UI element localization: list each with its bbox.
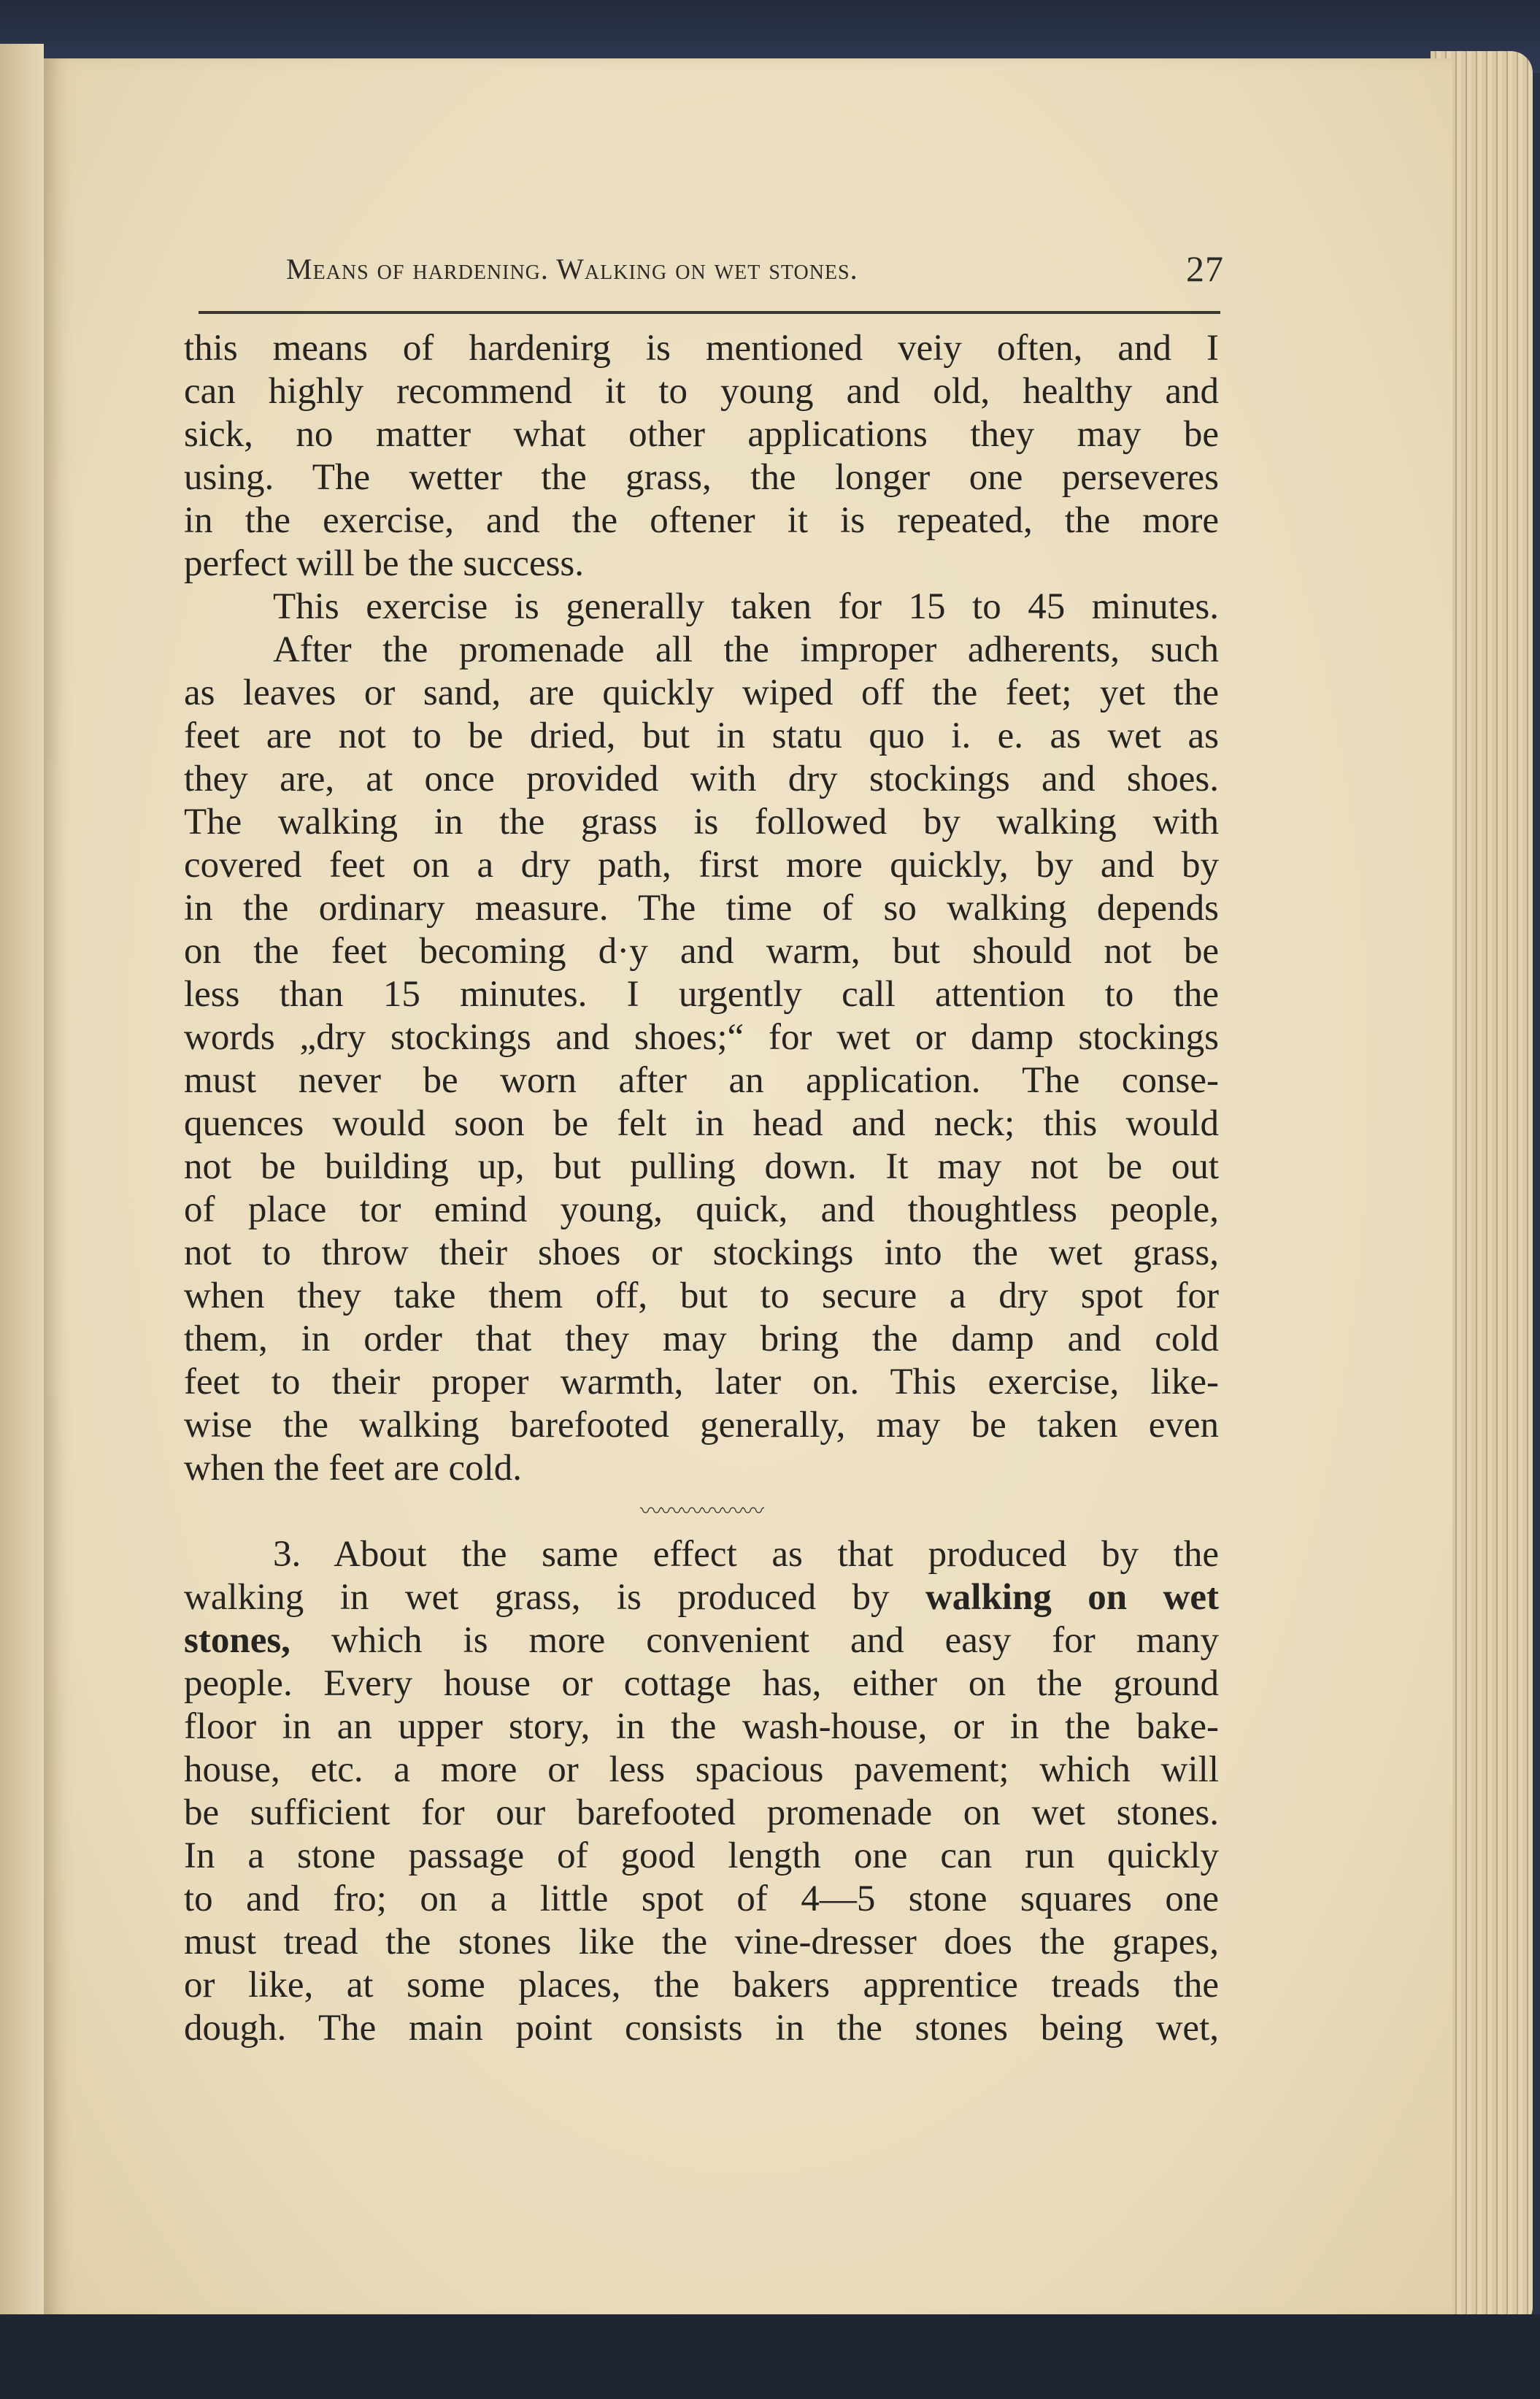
text-line bbox=[184, 370, 1219, 413]
text-line bbox=[184, 586, 1219, 629]
text-segment: they are, at once provided with dry stockings and shoes. bbox=[184, 759, 1219, 799]
section-ornament: 〰〰〰〰〰〰 bbox=[640, 1500, 763, 1524]
header-rule bbox=[199, 311, 1220, 314]
text-line bbox=[184, 1792, 1219, 1835]
text-line bbox=[184, 1533, 1219, 1576]
text-segment: walking in wet grass, is produced by bbox=[184, 1577, 925, 1618]
text-segment: when they take them off, but to secure a dry spot for bbox=[184, 1275, 1219, 1316]
text-line bbox=[184, 1016, 1219, 1059]
text-line bbox=[184, 1964, 1219, 2007]
text-line bbox=[184, 930, 1219, 973]
text-line bbox=[184, 672, 1219, 715]
text-segment: to and fro; on a little spot of 4—5 stone squares one bbox=[184, 1878, 1219, 1919]
text-segment: house, etc. a more or less spacious pavement; which will bbox=[184, 1749, 1219, 1790]
text-line bbox=[184, 1619, 1219, 1662]
text-line bbox=[184, 973, 1219, 1016]
text-segment: must tread the stones like the vine-dresser does the grapes, bbox=[184, 1922, 1219, 1962]
text-segment: which is more convenient and easy for many bbox=[290, 1620, 1219, 1661]
body-text bbox=[184, 327, 1219, 2050]
text-segment: on the feet becoming d·y and warm, but should not be bbox=[184, 931, 1219, 972]
text-segment: people. Every house or cottage has, either on the ground bbox=[184, 1663, 1219, 1704]
text-line bbox=[184, 1662, 1219, 1705]
text-line bbox=[184, 1835, 1219, 1878]
text-line bbox=[184, 1361, 1219, 1404]
text-segment: in the ordinary measure. The time of so walking depends bbox=[184, 888, 1219, 929]
book-gutter bbox=[0, 44, 44, 2322]
text-segment: can highly recommend it to young and old, healthy and bbox=[184, 371, 1219, 412]
text-line bbox=[184, 1921, 1219, 1964]
text-line bbox=[184, 801, 1219, 844]
text-line bbox=[184, 1576, 1219, 1619]
bold-text: stones, bbox=[184, 1620, 290, 1661]
text-line bbox=[184, 456, 1219, 499]
text-line bbox=[184, 1102, 1219, 1145]
text-segment: quences would soon be felt in head and neck; this would bbox=[184, 1103, 1219, 1144]
text-segment: wise the walking barefooted generally, may be taken even bbox=[184, 1405, 1219, 1446]
text-line bbox=[184, 1232, 1219, 1275]
text-segment: dough. The main point consists in the stones being wet, bbox=[184, 2008, 1219, 2049]
running-title: Means of hardening. Walking on wet stones. bbox=[286, 253, 858, 285]
text-segment: be sufficient for our barefooted promenade on wet stones. bbox=[184, 1792, 1219, 1833]
text-segment: feet are not to be dried, but in statu quo i. e. as wet as bbox=[184, 715, 1219, 756]
text-line bbox=[184, 1318, 1219, 1361]
text-line bbox=[184, 1447, 1219, 1490]
text-segment: in the exercise, and the oftener it is repeated, the more bbox=[184, 500, 1219, 541]
text-segment: words „dry stockings and shoes;“ for wet or damp stockings bbox=[184, 1017, 1219, 1058]
text-line bbox=[184, 1878, 1219, 1921]
text-segment: In a stone passage of good length one can run quickly bbox=[184, 1835, 1219, 1876]
text-line bbox=[184, 1275, 1219, 1318]
book-cover-bottom bbox=[0, 2314, 1540, 2399]
text-segment: of place tor emind young, quick, and thoughtless people, bbox=[184, 1189, 1219, 1230]
text-line bbox=[184, 499, 1219, 542]
text-segment: feet to their proper warmth, later on. This exercise, like- bbox=[184, 1362, 1219, 1402]
text-line bbox=[184, 1404, 1219, 1447]
text-segment: not be building up, but pulling down. It may not be out bbox=[184, 1146, 1219, 1187]
text-segment: must never be worn after an application. The conse- bbox=[184, 1060, 1219, 1101]
text-line bbox=[184, 715, 1219, 758]
text-segment: when the feet are cold. bbox=[184, 1448, 523, 1489]
text-segment: The walking in the grass is followed by walking with bbox=[184, 802, 1219, 842]
text-line bbox=[184, 542, 1219, 586]
text-line bbox=[184, 2007, 1219, 2050]
text-line bbox=[184, 1749, 1219, 1792]
text-segment: less than 15 minutes. I urgently call attention to the bbox=[184, 974, 1219, 1015]
text-segment: as leaves or sand, are quickly wiped off the feet; yet the bbox=[184, 672, 1219, 713]
running-header bbox=[286, 248, 1224, 289]
text-line bbox=[184, 413, 1219, 456]
text-line bbox=[184, 844, 1219, 887]
text-line bbox=[184, 1705, 1219, 1749]
text-line bbox=[184, 1059, 1219, 1102]
text-segment: After the promenade all the improper adherents, such bbox=[273, 629, 1219, 670]
text-line bbox=[184, 758, 1219, 801]
text-segment: This exercise is generally taken for 15 to 45 minutes. bbox=[273, 586, 1219, 627]
text-line bbox=[184, 1189, 1219, 1232]
text-line bbox=[184, 1145, 1219, 1189]
bold-text: walking on wet bbox=[925, 1577, 1219, 1618]
text-segment: covered feet on a dry path, first more quickly, by and by bbox=[184, 845, 1219, 886]
text-segment: or like, at some places, the bakers apprentice treads the bbox=[184, 1965, 1219, 2005]
page-number: 27 bbox=[1186, 248, 1224, 289]
text-segment: floor in an upper story, in the wash-house, or in the bake- bbox=[184, 1706, 1219, 1747]
text-segment: them, in order that they may bring the damp and cold bbox=[184, 1319, 1219, 1359]
text-line bbox=[184, 629, 1219, 672]
text-segment: using. The wetter the grass, the longer one perseveres bbox=[184, 457, 1219, 498]
text-segment: sick, no matter what other applications they may be bbox=[184, 414, 1219, 455]
text-segment: not to throw their shoes or stockings into the wet grass, bbox=[184, 1232, 1219, 1273]
text-line bbox=[184, 887, 1219, 930]
text-segment: this means of hardenirg is mentioned veiy often, and I bbox=[184, 328, 1219, 369]
text-segment: perfect will be the success. bbox=[184, 543, 585, 584]
text-segment: 3. About the same effect as that produced by the bbox=[273, 1534, 1219, 1575]
text-line bbox=[184, 327, 1219, 370]
